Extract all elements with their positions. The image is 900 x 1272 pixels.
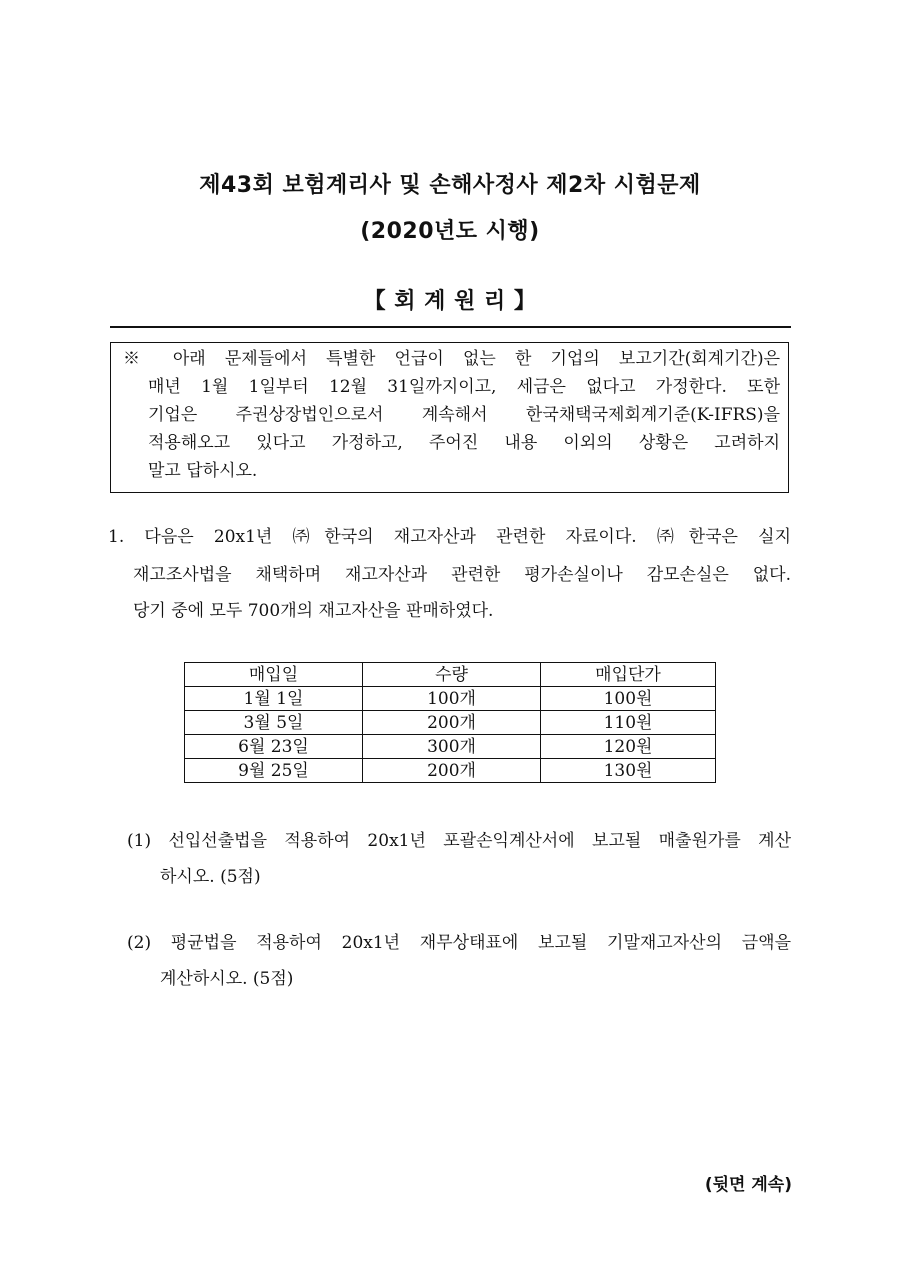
table-cell: 120원: [541, 735, 716, 759]
column-header: 매입일: [185, 663, 363, 687]
table-cell: 100원: [541, 687, 716, 711]
table-cell: 200개: [363, 759, 541, 783]
table-cell: 200개: [363, 711, 541, 735]
table-row: [185, 735, 716, 759]
table-cell: 100개: [363, 687, 541, 711]
subject-heading: 【 회 계 원 리 】: [363, 289, 537, 314]
notice-line: 매년 1월 1일부터 12월 31일까지이고, 세금은 없다고 가정한다. 또한: [148, 377, 780, 397]
notice-line: 기업은 주권상장법인으로서 계속해서 한국채택국제회계기준(K-IFRS)을: [148, 405, 780, 425]
notice-line: 말고 답하시오.: [148, 461, 258, 481]
table-row: [185, 759, 716, 783]
table-cell: 1월 1일: [185, 687, 363, 711]
subquestion-text: 하시오. (5점): [160, 867, 261, 887]
inventory-table: [184, 662, 716, 783]
table-cell: 6월 23일: [185, 735, 363, 759]
table-row: [185, 711, 716, 735]
table-cell: 110원: [541, 711, 716, 735]
table-cell: 300개: [363, 735, 541, 759]
exam-subtitle: (2020년도 시행): [360, 219, 540, 244]
table-cell: 3월 5일: [185, 711, 363, 735]
subquestion-text: (2) 평균법을 적용하여 20x1년 재무상태표에 보고될 기말재고자산의 금액을: [127, 933, 791, 953]
table-header-row: [185, 663, 716, 687]
subquestion-text: (1) 선입선출법을 적용하여 20x1년 포괄손익계산서에 보고될 매출원가를 계산: [127, 831, 791, 851]
continued-note: (뒷면 계속): [704, 1175, 792, 1195]
table-cell: 130원: [541, 759, 716, 783]
question-text: 1. 다음은 20x1년 ㈜한국의 재고자산과 관련한 자료이다. ㈜한국은 실지: [108, 527, 791, 547]
notice-box: [110, 342, 789, 493]
header-divider: [110, 326, 791, 328]
exam-title: 제43회 보험계리사 및 손해사정사 제2차 시험문제: [199, 173, 701, 198]
question-text: 재고조사법을 채택하며 재고자산과 관련한 평가손실이나 감모손실은 없다.: [133, 565, 791, 585]
notice-line: 적용해오고 있다고 가정하고, 주어진 내용 이외의 상황은 고려하지: [148, 433, 780, 453]
notice-line: ※ 아래 문제들에서 특별한 언급이 없는 한 기업의 보고기간(회계기간)은: [123, 349, 780, 369]
column-header: 매입단가: [541, 663, 716, 687]
question-text: 당기 중에 모두 700개의 재고자산을 판매하였다.: [133, 601, 494, 621]
subquestion-text: 계산하시오. (5점): [160, 969, 294, 989]
table-row: [185, 687, 716, 711]
column-header: 수량: [363, 663, 541, 687]
table-cell: 9월 25일: [185, 759, 363, 783]
